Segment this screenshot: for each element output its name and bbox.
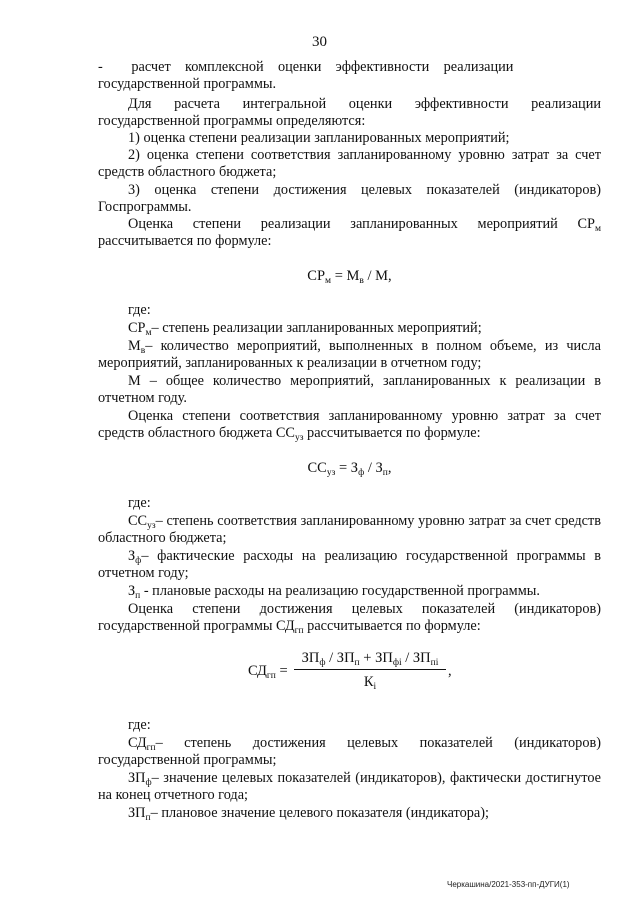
label-where-1: где: (128, 302, 151, 318)
definition-zp: $З_п$ - плановые расходы на реализацию государственной программы. (128, 583, 540, 601)
paragraph-integral-assessment: Для расчета интегральной оценки эффективности реализации государственной программы определяются: (98, 96, 601, 130)
formula-cpm: $СР_м = М_в / М$, (307, 268, 392, 286)
definition-sdgp: $СД_{гп}-$ степень достижения целевых показателей (индикаторов) государственной программы; (98, 735, 601, 769)
formula-sdgp-comma: , (448, 663, 452, 679)
definition-m: М – общее количество мероприятий, запланированных к реализации в отчетном году. (98, 373, 601, 407)
definition-zf: $З_ф-$ фактические расходы на реализацию государственной программы в отчетном году; (98, 548, 601, 582)
definition-cpm: $СР_м-$ степень реализации запланированных мероприятий; (128, 320, 482, 338)
paragraph-sdgp-intro: Оценка степени достижения целевых показателей (индикаторов) государственной программы $СД_{гп}$ рассчитывается по формуле: (98, 601, 601, 637)
definition-mv: $М_в-$ количество мероприятий, выполненных в полном объеме, из числа мероприятий, запланированных к реализации в отчетном году; (98, 338, 601, 372)
page-number: 30 (312, 34, 327, 50)
definition-zpf: $ЗП_ф-$ значение целевых показателей (индикаторов), фактически достигнутое на конец отчетного года; (98, 770, 601, 804)
list-item-1: 1) оценка степени реализации запланированных мероприятий; (128, 130, 510, 146)
formula-sdgp-denominator: $К_i$ (363, 674, 377, 692)
paragraph-ccuz-intro: Оценка степени соответствия запланированному уровню затрат за счет средств областного бюджета $СС_{уз}$ рассчитывается по формуле: (98, 408, 601, 444)
definition-ccuz: $СС_{уз}-$ степень соответствия запланированному уровню затрат за счет средств областного бюджета; (98, 513, 601, 547)
fraction-bar (294, 669, 446, 670)
label-where-3: где: (128, 717, 151, 733)
formula-sdgp-numerator: $ЗП_ф / ЗП_п + ЗП_{фi} / ЗП_{пi}$ (301, 650, 439, 668)
label-where-2: где: (128, 495, 151, 511)
footer-document-id: Черкашина/2021-353-пп-ДУГИ(1) (447, 880, 570, 889)
formula-ccuz: $СС_{уз} = З_ф / З_п$, (307, 460, 392, 478)
list-item-3: 3) оценка степени достижения целевых показателей (индикаторов) Госпрограммы. (98, 182, 601, 216)
formula-sdgp-lhs: $СД_{гп}$ = (248, 663, 288, 681)
list-item-2: 2) оценка степени соответствия запланированному уровню затрат за счет средств областного бюджета; (98, 147, 601, 181)
paragraph-cpm-intro: Оценка степени реализации запланированных мероприятий $СР_м$ рассчитывается по формуле: (98, 216, 601, 250)
paragraph-complex-assessment: - расчет комплексной оценки эффективности реализации государственной программы. (98, 59, 514, 93)
definition-zpp: $ЗП_п-$ плановое значение целевого показателя (индикатора); (128, 805, 489, 823)
